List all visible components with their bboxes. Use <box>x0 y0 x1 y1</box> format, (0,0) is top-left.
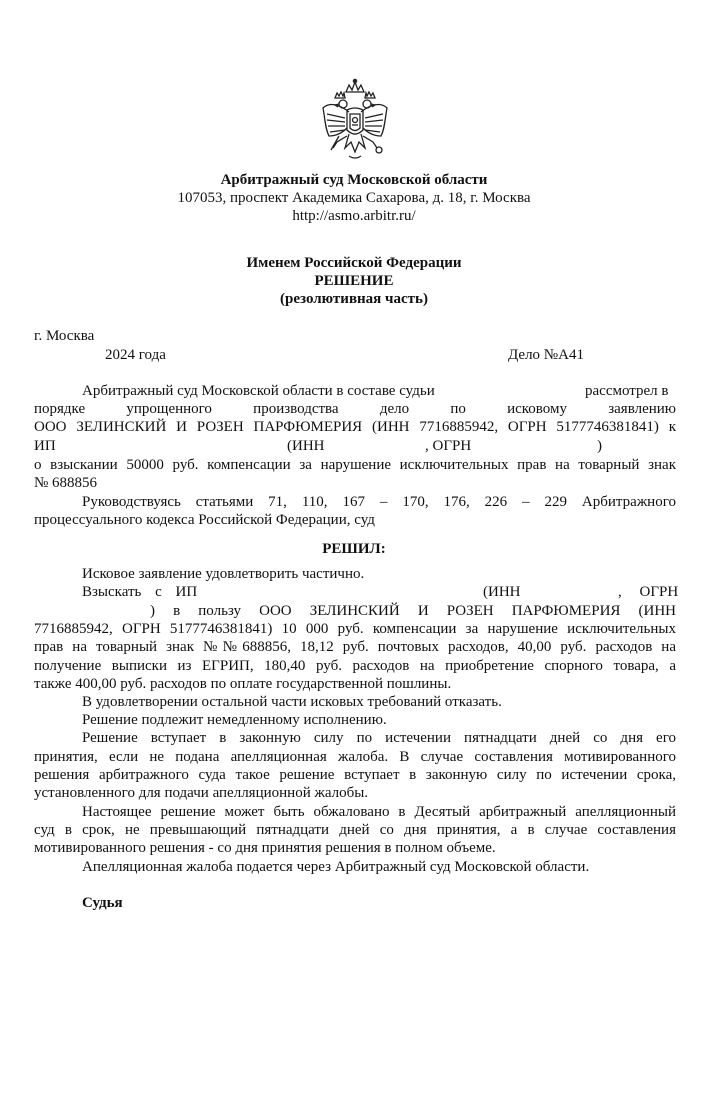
decision-p1: Исковое заявление удовлетворить частично. <box>82 566 365 582</box>
decision-p5-line-4: установленного для подачи апелляционной жалобы. <box>34 785 369 801</box>
decision-year: 2024 года <box>105 347 166 363</box>
intro-bracket: ) <box>597 438 602 454</box>
decision-p2-line-4: прав на товарный знак №№688856, 18,12 руб. почтовых расходов, 40,00 руб. расходов на <box>34 639 676 655</box>
guided-line-2: процессуального кодекса Российской Федерации, суд <box>34 512 375 528</box>
decision-p5-line-1: Решение вступает в законную силу по истечении пятнадцати дней со дня его <box>82 730 676 746</box>
decision-p4: Решение подлежит немедленному исполнению. <box>82 712 387 728</box>
decision-p2-ogrn: , ОГРН <box>618 584 679 600</box>
decision-p6-line-2: суд в срок, не превышающий пятнадцати дней со дня принятия, а в случае составления <box>34 822 676 838</box>
decision-p2-inn: (ИНН <box>483 584 521 600</box>
signature-judge: Судья <box>82 895 123 911</box>
coat-of-arms-emblem <box>319 78 391 162</box>
intro-line-5: о взыскании 50000 руб. компенсации за нарушение исключительных прав на товарный знак <box>34 457 676 473</box>
decision-p3: В удовлетворении остальной части исковых требований отказать. <box>82 694 502 710</box>
title-line-2: РЕШЕНИЕ <box>314 273 394 289</box>
intro-inn: (ИНН <box>287 438 325 454</box>
court-name: Арбитражный суд Московской области <box>220 172 488 188</box>
decision-p5-line-3: решения арбитражного суда такое решение вступает в законную силу по истечении срока, <box>34 767 676 783</box>
intro-ip: ИП <box>34 438 56 454</box>
city: г. Москва <box>34 328 95 344</box>
intro-line-6: № 688856 <box>34 475 98 491</box>
decision-p2-line-3: 7716885942, ОГРН 5177746381841) 10 000 руб. компенсации за нарушение исключительных <box>34 621 676 637</box>
decision-p2-line-6: также 400,00 руб. расходов по оплате государственной пошлины. <box>34 676 452 692</box>
intro-line-2: порядке упрощенного производства дело по исковому заявлению <box>34 401 676 417</box>
decision-p7: Апелляционная жалоба подается через Арбитражный суд Московской области. <box>82 859 590 875</box>
title-line-1: Именем Российской Федерации <box>246 255 462 271</box>
decided-heading: РЕШИЛ: <box>322 541 386 557</box>
court-website: http://asmo.arbitr.ru/ <box>292 208 416 224</box>
decision-p5-line-2: принятия, если не подана апелляционная жалоба. В случае составления мотивированного <box>34 749 676 765</box>
decision-p2-line-5: получение выписки из ЕГРИП, 180,40 руб. расходов на приобретение спорного товара, а <box>34 658 676 674</box>
court-address: 107053, проспект Академика Сахарова, д. 18, г. Москва <box>177 190 531 206</box>
decision-p6-line-1: Настоящее решение может быть обжаловано в Десятый арбитражный апелляционный <box>82 804 676 820</box>
guided-line-1: Руководствуясь статьями 71, 110, 167 – 170, 176, 226 – 229 Арбитражного <box>82 494 676 510</box>
decision-p6-line-3: мотивированного решения - со дня принятия решения в полном объеме. <box>34 840 496 856</box>
title-line-3: (резолютивная часть) <box>280 291 428 307</box>
case-number: Дело №А41 <box>508 347 584 363</box>
intro-line-1: Арбитражный суд Московской области в составе судьи <box>82 383 435 399</box>
intro-ogrn: , ОГРН <box>425 438 472 454</box>
intro-line-3: ООО ЗЕЛИНСКИЙ И РОЗЕН ПАРФЮМЕРИЯ (ИНН 7716885942, ОГРН 5177746381841) к <box>34 419 676 435</box>
decision-p2-start: Взыскать с ИП <box>82 584 198 600</box>
intro-line-1-end: рассмотрел в <box>585 383 669 399</box>
decision-p2-line-2: ) в пользу ООО ЗЕЛИНСКИЙ И РОЗЕН ПАРФЮМЕРИЯ (ИНН <box>150 603 676 619</box>
